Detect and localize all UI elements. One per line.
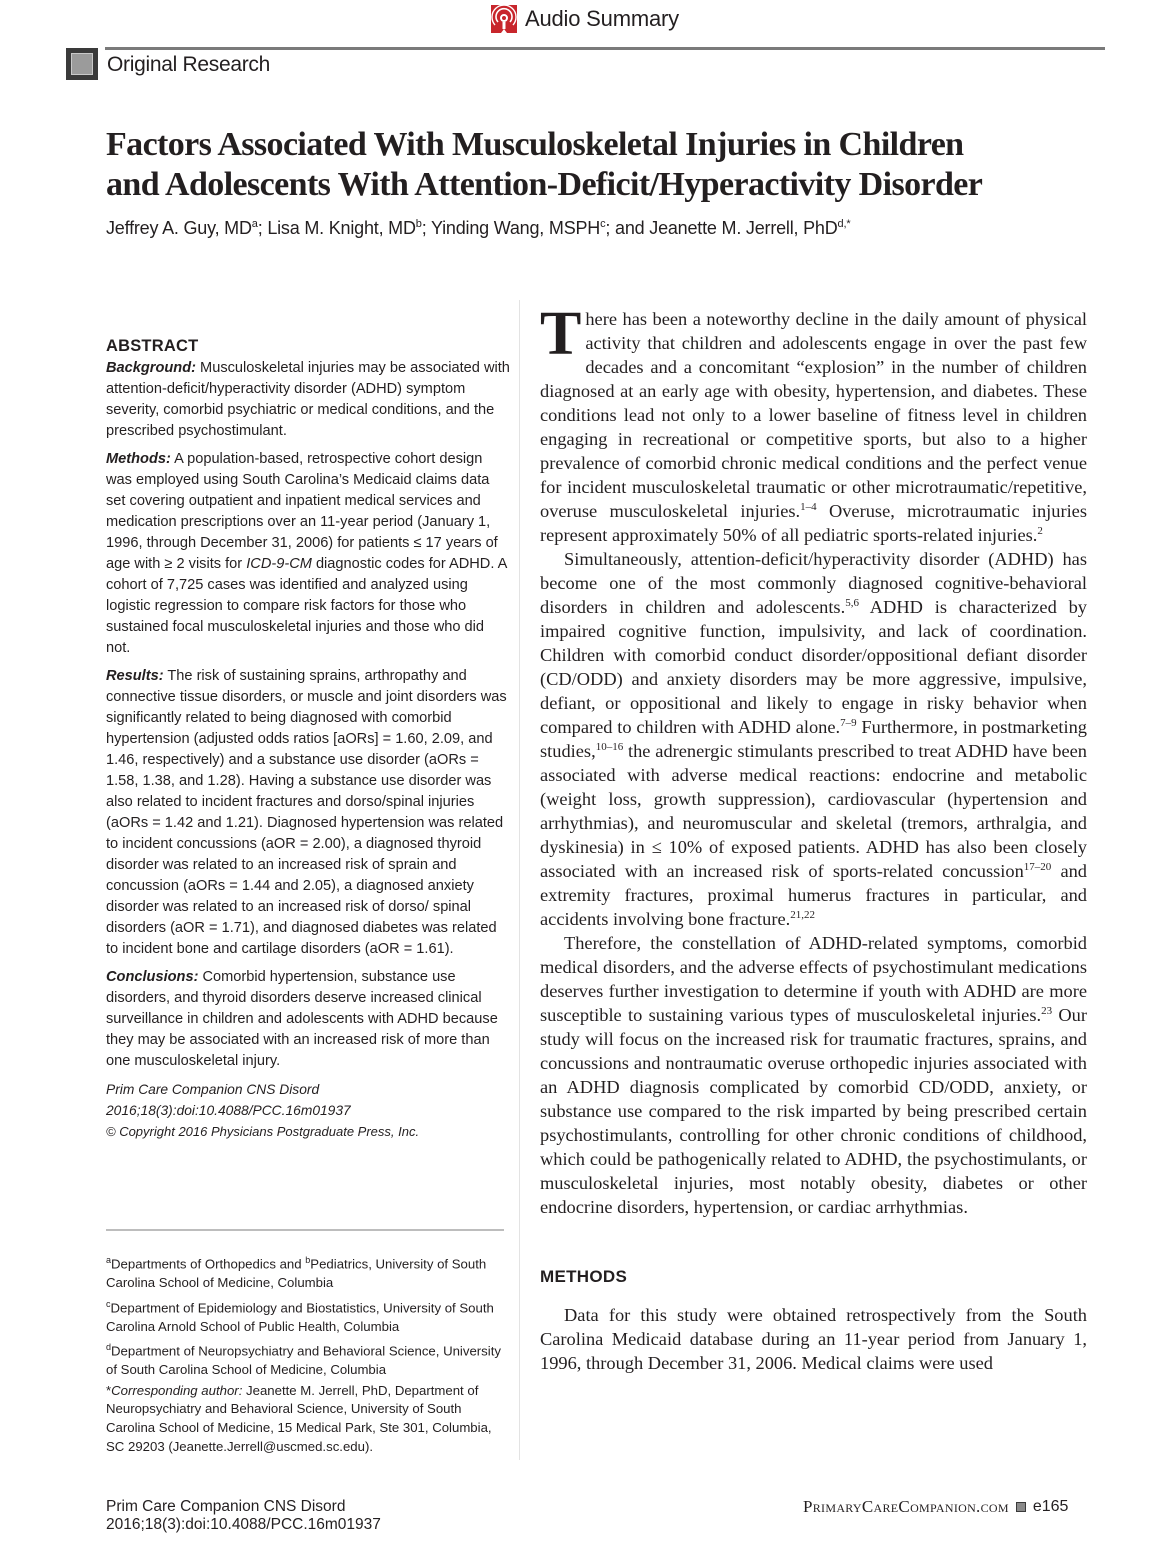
affil-sup: c — [106, 1298, 111, 1309]
abstract-text: Comorbid hypertension, substance use disorders, and thyroid disorders deserve increased clinical surveillance in children and adolescents with ADHD because they may be associated with an increased risk of more than one musculoskeletal injury. — [106, 969, 498, 1069]
body-text: Furthermore, in postmarketing studies, — [540, 717, 1087, 761]
copyright-notice: © Copyright 2016 Physicians Postgraduate Press, Inc. — [106, 1124, 420, 1139]
body-text: Simultaneously, attention-deficit/hyperactivity disorder (ADHD) has become one of the most commonly diagnosed cognitive-behavioral disorders in children and adolescents. — [540, 549, 1087, 617]
body-paragraph-1 — [540, 300, 1088, 547]
affiliations — [106, 1251, 511, 1458]
affil-sup: a — [106, 1255, 112, 1265]
column-divider — [519, 300, 520, 1460]
body-text: Overuse, microtraumatic injuries represent approximately 50% of all pediatric sports-related injuries. — [540, 501, 1088, 545]
author-name: Lisa M. Knight, MD — [267, 218, 416, 238]
affil-sup: d — [106, 1342, 112, 1353]
author-affil-sup: c — [600, 218, 606, 230]
abstract-text: A population-based, retrospective cohort design was employed using South Carolina’s Medicaid claims data set covering outpatient and inpatient medical services and medication prescriptions over an 11-year period (January 1, 1996, through December 31, 2006) for patients ≤ 17 years of age with ≥ 2 visits for — [106, 451, 498, 572]
abstract-italic: ICD-9-CM — [246, 556, 312, 572]
affil-text: Department of Epidemiology and Biostatistics, University of South Carolina Arnold School of Public Health, Columbia — [106, 1299, 494, 1334]
square-bullet-icon — [1016, 1502, 1026, 1512]
abstract-methods — [106, 449, 511, 659]
body-text: here has been a noteworthy decline in the daily amount of physical activity that children and adolescents engage in over the past few decades and a concomitant “explosion” in the number of children diagnosed at an early age with obesity, hypertension, and diabetes. These conditions lead not only to a lower baseline of fitness level in children engaging in recreational or competitive sports, but also to a higher prevalence of comorbid chronic medical conditions and the perfect venue for incident musculoskeletal traumatic or other microtraumatic/repetitive, overuse musculoskeletal injuries. — [540, 309, 1087, 521]
body-paragraph-2 — [540, 547, 1087, 931]
author-affil-sup: a — [251, 218, 258, 230]
footer-citation — [106, 1498, 381, 1534]
abstract-conclusions — [106, 967, 511, 1072]
section-label: Original Research — [107, 53, 270, 76]
page-number: e165 — [1032, 1498, 1069, 1515]
citation-doi[interactable]: 2016;18(3):doi:10.4088/PCC.16m01937 — [106, 1103, 351, 1118]
affil-text: Pediatrics, University of South Carolina School of Medicine, Columbia — [106, 1256, 487, 1290]
affiliation-d — [106, 1338, 511, 1380]
abstract-results — [106, 666, 511, 960]
body-text: ADHD is characterized by impaired cognitive function, impulsivity, and lack of coordination. Children with comorbid conduct disorder/oppositional defiant disorder (CD/ODD) and anxiety disorders may be more aggressive, impulsive, defiant, or oppositional and likely to engage in risky behavior when compared to children with ADHD alone. — [540, 597, 1088, 737]
affiliation-c — [106, 1295, 511, 1337]
affil-text: Departments of Orthopedics and — [111, 1256, 306, 1272]
reference-link[interactable]: 2 — [1037, 524, 1043, 537]
author-affil-sup: b — [415, 218, 422, 230]
reference-link[interactable]: 21,22 — [790, 908, 815, 921]
article-body — [540, 300, 1088, 1375]
body-text: the adrenergic stimulants prescribed to treat ADHD have been associated with adverse medical reactions: endocrine and metabolic (weight loss, growth suppression), cardiovascular (hypertension and arrhythmias), and neuromuscular and skeletal (tremors, arthralgia, and dyskinesia) in ≤ 10% of exposed patients. ADHD has also been closely associated with an increased risk of sports-related concussion — [540, 741, 1087, 881]
title-line-2: and Adolescents With Attention-Deficit/Hyperactivity Disorder — [106, 166, 983, 203]
reference-link[interactable]: 7–9 — [840, 716, 857, 729]
asterisk: * — [106, 1382, 112, 1398]
author-separator: ; — [257, 218, 268, 238]
affil-text: Department of Neuropsychiatry and Behavioral Science, University of South Carolina School of Medicine, Columbia — [106, 1343, 501, 1378]
abstract-text: The risk of sustaining sprains, arthropathy and connective tissue disorders, or muscle and joint disorders was significantly related to being diagnosed with comorbid hypertension (adjusted odds ratios [aORs] = 1.60, 2.09, and 1.46, respectively) and a substance use disorder (aORs = 1.58, 1.38, and 1.28). Having a substance use disorder was also related to incident fractures and dorso/spinal injuries (aORs = 1.42 and 1.21). Diagnosed hypertension was related to incident concussions (aOR = 2.00), a diagnosed thyroid disorder was related to an increased risk of sprain and concussion (aORs = 1.44 and 2.05), a diagnosed anxiety disorder was related to an increased risk of dorso/ spinal disorders (aOR = 1.71), and diagnosed diabetes was related to incident bone and cartilage disorders (aOR = 1.61). — [106, 668, 507, 957]
abstract-label: Methods: — [106, 451, 171, 467]
body-text: Therefore, the constellation of ADHD-related symptoms, comorbid medical disorders, and the adverse effects of psychostimulant medications deserves further investigation to determine if youth with ADHD are more susceptible to sustaining various types of musculoskeletal injuries. — [540, 933, 1087, 1025]
title-line-1: Factors Associated With Musculoskeletal Injuries in Children — [106, 126, 964, 163]
reference-link[interactable]: 10–16 — [595, 740, 624, 753]
abstract-text: diagnostic codes for ADHD. A cohort of 7,725 cases was identified and analyzed using logistic regression to compare risk factors for those who sustained focal musculoskeletal injuries and those who did not. — [106, 556, 507, 656]
author-name: Jeffrey A. Guy, MD — [106, 218, 252, 238]
audio-summary-link[interactable] — [491, 4, 679, 34]
audio-icon — [491, 5, 517, 33]
reference-link[interactable]: 5,6 — [845, 596, 859, 609]
affil-sup: b — [305, 1255, 311, 1265]
footer-doi[interactable]: 2016;18(3):doi:10.4088/PCC.16m01937 — [106, 1516, 381, 1533]
footer-site-page — [803, 1497, 1068, 1517]
drop-cap: T — [540, 300, 582, 368]
body-paragraph-4: Data for this study were obtained retrospectively from the South Carolina Medicaid database during an 11-year period from January 1, 1996, through December 31, 2006. Medical claims were used — [540, 1305, 1087, 1373]
article-title — [106, 125, 1086, 205]
reference-link[interactable]: 1–4 — [800, 500, 817, 513]
author-separator: ; and — [605, 218, 650, 238]
author-name: Yinding Wang, MSPH — [430, 218, 601, 238]
abstract-label: Conclusions: — [106, 969, 199, 985]
section-square-icon — [66, 48, 98, 80]
reference-link[interactable]: 23 — [1041, 1004, 1053, 1017]
audio-summary-label: Audio Summary — [525, 6, 679, 31]
body-text: and extremity fractures, proximal humerus fractures in particular, and accidents involving bone fracture. — [540, 861, 1087, 929]
author-separator: ; — [421, 218, 431, 238]
corr-label: Corresponding author: — [111, 1382, 243, 1398]
reference-link[interactable]: 17–20 — [1023, 860, 1052, 873]
footer-site-link[interactable]: PrimaryCareCompanion.com — [803, 1497, 1009, 1516]
author-name: Jeanette M. Jerrell, PhD — [649, 218, 838, 238]
citation-journal: Prim Care Companion CNS Disord — [106, 1082, 320, 1097]
abstract-label: Background: — [106, 360, 196, 376]
body-text: Our study will focus on the increased risk for traumatic fractures, sprains, and concussions and nontraumatic overuse orthopedic injuries associated with an ADHD diagnosis complicated by comorbid CD/ODD, anxiety, or substance use compared to the risk imparted by being prescribed certain psychostimulants, controlling for other chronic conditions of childhood, which could be pathogenically related to ADHD, the psychostimulants, or musculoskeletal injuries, most notably obesity, diabetes or other endocrine disorders, hypertension, or cardiac arrhythmias. — [540, 1005, 1087, 1217]
body-paragraph-3 — [540, 931, 1087, 1219]
header-rule — [105, 47, 1105, 50]
affiliations-divider — [106, 1229, 504, 1231]
abstract-background — [106, 358, 511, 442]
abstract-heading: ABSTRACT — [106, 337, 199, 355]
affiliation-ab — [106, 1251, 511, 1293]
abstract-section — [106, 336, 511, 1142]
abstract-citation — [106, 1079, 511, 1121]
methods-heading: METHODS — [540, 1267, 628, 1286]
author-list — [106, 218, 850, 239]
abstract-text: Musculoskeletal injuries may be associated with attention-deficit/hyperactivity disorder (ADHD) symptom severity, comorbid psychiatric or medical conditions, and the prescribed psychostimulant. — [106, 360, 510, 439]
footer-journal: Prim Care Companion CNS Disord — [106, 1498, 346, 1515]
abstract-label: Results: — [106, 668, 164, 684]
author-affil-sup: d,* — [837, 218, 851, 230]
corr-text: Jeanette M. Jerrell, PhD, Department of Neuropsychiatry and Behavioral Science, University of South Carolina School of Medicine, 15 Medical Park, Ste 301, Columbia, SC 29203 (Jeanette.Jerrell@uscmed.sc.edu). — [106, 1382, 492, 1454]
corresponding-author — [106, 1382, 511, 1456]
